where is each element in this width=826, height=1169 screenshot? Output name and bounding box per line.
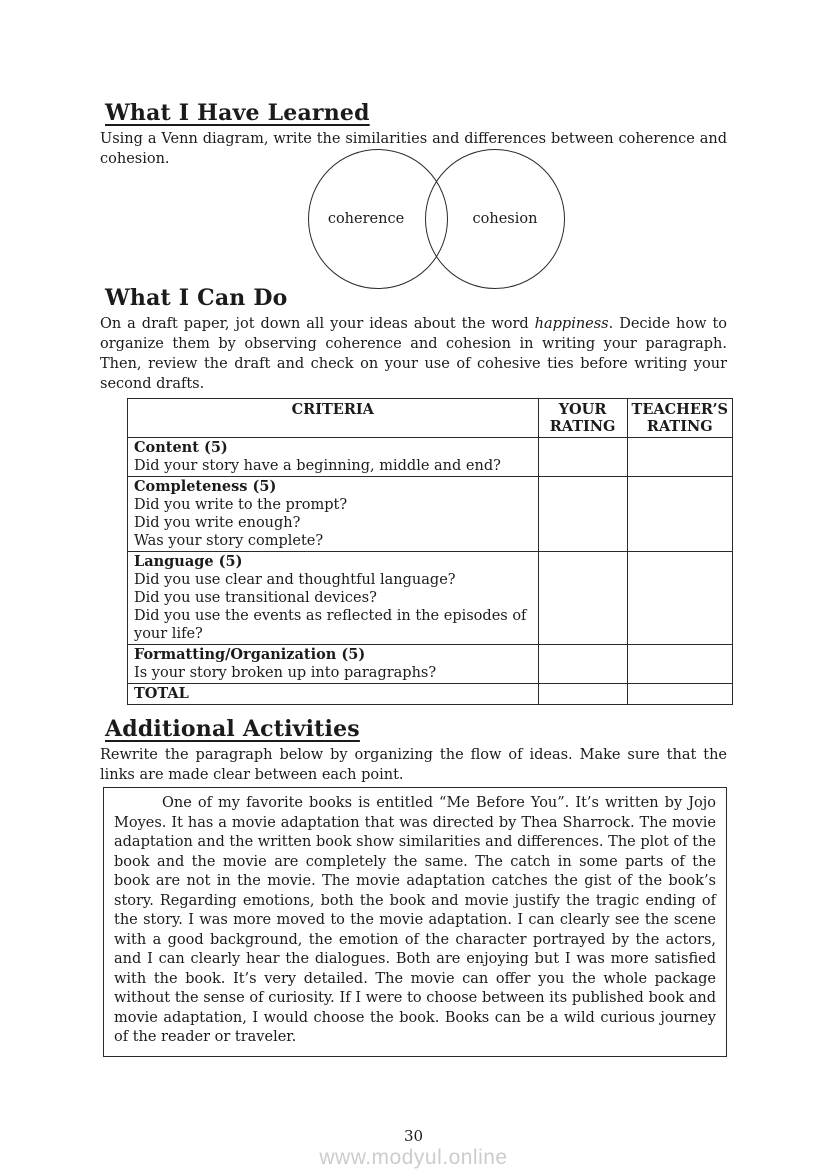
table-row-total: [128, 684, 733, 705]
can-do-instruction-part1: On a draft paper, jot down all your ideas about the word: [100, 316, 535, 332]
section-title-additional-activities: Additional Activities: [105, 716, 360, 742]
criteria-question: Is your story broken up into paragraphs?: [134, 665, 437, 681]
watermark: www.modyul.online: [319, 1145, 508, 1169]
table-row-completeness: [128, 477, 733, 552]
header-criteria: CRITERIA: [128, 399, 539, 438]
can-do-instruction-part2: . Decide how to organize them by observing coherence and cohesion in writing your paragraph. Then, review the draft and check on your use of cohesive ties before writing your second drafts.: [100, 316, 727, 392]
your-rating-cell: [538, 477, 627, 552]
your-rating-cell: [538, 552, 627, 645]
page-footer: [100, 1127, 727, 1169]
criteria-cell: [128, 552, 539, 645]
criteria-question: Did you write enough?: [134, 515, 301, 531]
activity-paragraph: One of my favorite books is entitled “Me Before You”. It’s written by Jojo Moyes. It has a movie adaptation that was directed by Thea Sharrock. The movie adaptation and the written book show similarities and differences. The plot of the book and the movie are completely the same. The catch in some parts of the book are not in the movie. The movie adaptation catches the gist of the book’s story. Regarding emotions, both the book and movie justify the tragic ending of the story. I was more moved to the movie adaptation. I can clearly see the scene with a good background, the emotion of the character portrayed by the actors, and I can clearly hear the dialogues. Both are enjoying but I was more satisfied with the book. It’s very detailed. The movie can offer you the whole package without the sense of curiosity. If I were to choose between its published book and movie adaptation, I would choose the book. Books can be a wild curious journey of the reader or traveler.: [114, 795, 716, 1045]
venn-circle-cohesion: [425, 149, 565, 289]
learned-instruction: Using a Venn diagram, write the similarities and differences between coherence and cohesion.: [100, 131, 727, 167]
additional-instruction: Rewrite the paragraph below by organizing the flow of ideas. Make sure that the links are made clear between each point.: [100, 747, 727, 783]
table-row-formatting: [128, 645, 733, 684]
header-your-rating: YOUR RATING: [538, 399, 627, 438]
criteria-question: Did you write to the prompt?: [134, 497, 348, 513]
criteria-title: Language (5): [134, 553, 243, 570]
criteria-cell: [128, 645, 539, 684]
teacher-rating-cell: [627, 477, 732, 552]
teacher-rating-cell: [627, 645, 732, 684]
venn-diagram: [100, 169, 727, 285]
criteria-cell: [128, 438, 539, 477]
criteria-title: Content (5): [134, 439, 228, 456]
your-rating-cell: [538, 645, 627, 684]
criteria-title: Formatting/Organization (5): [134, 646, 366, 663]
worksheet-page: [0, 100, 826, 1169]
criteria-question: Was your story complete?: [134, 533, 324, 549]
your-rating-cell: [538, 438, 627, 477]
venn-label-coherence: coherence: [327, 211, 405, 227]
criteria-cell: [128, 684, 539, 705]
criteria-title: TOTAL: [134, 685, 189, 702]
teacher-rating-cell: [627, 684, 732, 705]
your-rating-cell: [538, 684, 627, 705]
header-teachers-rating: TEACHER’S RATING: [627, 399, 732, 438]
criteria-cell: [128, 477, 539, 552]
rubric-header-row: [128, 399, 733, 438]
criteria-question: Did you use transitional devices?: [134, 590, 377, 606]
criteria-title: Completeness (5): [134, 478, 277, 495]
table-row-language: [128, 552, 733, 645]
teacher-rating-cell: [627, 438, 732, 477]
table-row-content: [128, 438, 733, 477]
criteria-question: Did you use the events as reflected in the episodes of your life?: [134, 608, 527, 642]
criteria-question: Did you use clear and thoughtful language?: [134, 572, 456, 588]
rubric-table: [127, 398, 733, 705]
can-do-instruction-italic-word: happiness: [534, 316, 609, 332]
can-do-instruction: [100, 314, 727, 394]
page-number: 30: [403, 1126, 424, 1145]
section-title-what-i-have-learned: What I Have Learned: [105, 100, 370, 126]
venn-label-cohesion: cohesion: [472, 211, 538, 227]
activity-paragraph-box: [103, 787, 727, 1057]
section-title-what-i-can-do: What I Can Do: [105, 285, 288, 311]
criteria-question: Did your story have a beginning, middle and end?: [134, 458, 501, 474]
teacher-rating-cell: [627, 552, 732, 645]
